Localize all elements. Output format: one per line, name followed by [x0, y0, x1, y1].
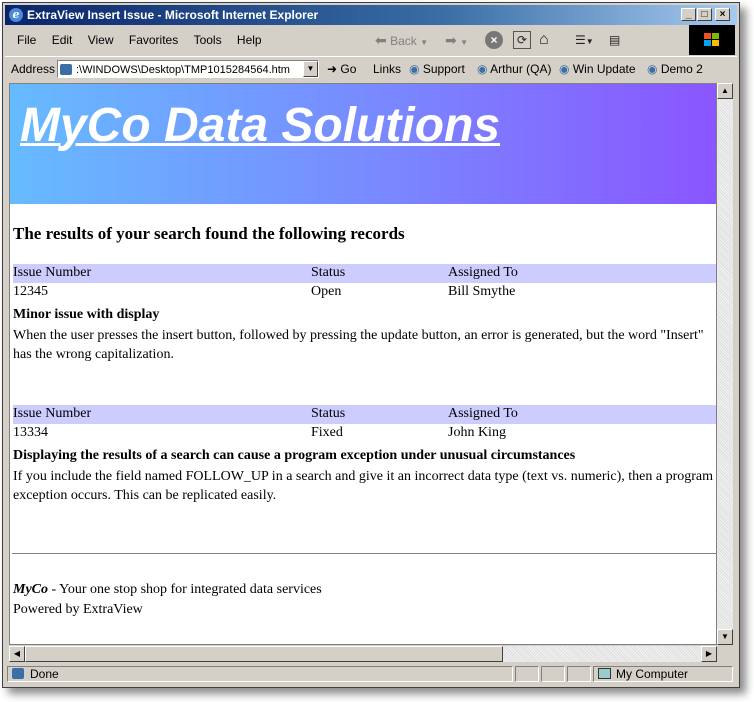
- print-icon[interactable]: ▤: [609, 33, 621, 47]
- column-status: Status: [311, 265, 346, 280]
- status-panel-empty: [567, 666, 591, 682]
- scroll-down-icon[interactable]: ▼: [717, 629, 733, 645]
- link-icon: ◉: [409, 62, 420, 76]
- address-label: Address: [11, 62, 56, 76]
- back-label: Back: [390, 34, 417, 48]
- windows-logo: [689, 25, 735, 55]
- footer-tagline-text: - Your one stop shop for integrated data services: [48, 582, 322, 597]
- issue-description: If you include the field named FOLLOW_UP in a search and give it an incorrect data type (text vs. numeric), then a program exception occurs. This can be replicated easily.: [13, 469, 714, 503]
- table-row: [13, 424, 717, 446]
- zone-panel: [593, 666, 733, 682]
- back-button[interactable]: [375, 31, 428, 49]
- scroll-up-icon[interactable]: ▲: [717, 83, 733, 99]
- link-demo-2[interactable]: ◉ Demo 2: [647, 62, 703, 76]
- title-bar[interactable]: [5, 5, 737, 25]
- issue-number: 12345: [13, 284, 48, 299]
- issue-title: Displaying the results of a search can cause a program exception under unusual circumstances: [13, 448, 576, 463]
- status-panel-empty: [541, 666, 565, 682]
- record-block: [13, 405, 717, 505]
- link-support[interactable]: ◉ Support: [409, 62, 465, 76]
- link-arthur[interactable]: ◉ Arthur (QA): [477, 62, 552, 76]
- address-input[interactable]: [57, 60, 319, 78]
- maximize-button[interactable]: □: [697, 8, 712, 21]
- column-issue-number: Issue Number: [13, 265, 92, 280]
- link-icon: ◉: [559, 62, 570, 76]
- address-dropdown-icon[interactable]: ▼: [303, 61, 318, 77]
- banner: [10, 84, 717, 204]
- divider: [12, 553, 717, 555]
- close-button[interactable]: ×: [715, 8, 730, 21]
- forward-dropdown-icon: ▼: [460, 38, 468, 47]
- scroll-left-icon[interactable]: ◀: [9, 646, 25, 662]
- issue-assigned: John King: [448, 425, 506, 440]
- browser-window: [2, 2, 740, 688]
- status-panel-empty: [515, 666, 539, 682]
- stop-icon[interactable]: ×: [485, 31, 503, 49]
- status-panel: [7, 666, 513, 682]
- links-label: Links: [373, 62, 402, 76]
- link-icon: ◉: [477, 62, 488, 76]
- footer-powered-by: Powered by ExtraView: [13, 602, 143, 617]
- forward-arrow-icon: ➡: [445, 32, 457, 48]
- column-assigned-to: Assigned To: [448, 406, 518, 421]
- menu-edit[interactable]: Edit: [51, 33, 73, 47]
- window-title: ExtraView Insert Issue - Microsoft Internet Explorer: [27, 8, 319, 22]
- ie-icon: e: [9, 8, 23, 22]
- footer-brand: MyCo: [13, 582, 48, 597]
- menu-tools[interactable]: Tools: [193, 33, 222, 47]
- status-text: Done: [30, 667, 59, 681]
- back-dropdown-icon: ▼: [420, 38, 429, 47]
- status-bar: [5, 664, 737, 684]
- issue-assigned: Bill Smythe: [448, 284, 516, 299]
- menu-file[interactable]: File: [17, 33, 37, 47]
- issue-description: When the user presses the insert button, followed by pressing the update button, an error is generated, but the word "Insert" has the wrong capitalization.: [13, 328, 704, 362]
- home-icon[interactable]: ⌂: [539, 31, 549, 48]
- table-header-row: [13, 405, 717, 424]
- brand-title[interactable]: MyCo Data Solutions: [20, 99, 501, 152]
- table-header-row: [13, 264, 717, 283]
- menu-bar: [5, 27, 365, 53]
- horizontal-scroll-thumb[interactable]: [25, 646, 503, 662]
- page-icon: [60, 64, 72, 75]
- footer-tagline: [13, 582, 322, 598]
- issue-number: 13334: [13, 425, 48, 440]
- vertical-scrollbar[interactable]: [717, 83, 733, 645]
- column-issue-number: Issue Number: [13, 406, 92, 421]
- minimize-button[interactable]: _: [681, 8, 696, 21]
- horizontal-scrollbar[interactable]: [9, 646, 717, 662]
- page-done-icon: [12, 668, 24, 679]
- scroll-right-icon[interactable]: ▶: [701, 646, 717, 662]
- link-win-update[interactable]: ◉ Win Update: [559, 62, 636, 76]
- back-arrow-icon: ⬅: [375, 32, 387, 48]
- computer-icon: [598, 668, 611, 679]
- results-heading: The results of your search found the following records: [13, 224, 405, 243]
- history-icon[interactable]: ☰▼: [575, 33, 594, 47]
- go-arrow-icon: ➜: [327, 62, 338, 76]
- issue-title: Minor issue with display: [13, 307, 160, 322]
- zone-text: My Computer: [616, 667, 689, 681]
- menu-help[interactable]: Help: [236, 33, 262, 47]
- column-status: Status: [311, 406, 346, 421]
- table-row: [13, 283, 717, 305]
- refresh-icon[interactable]: ⟳: [513, 31, 531, 49]
- go-button[interactable]: ➜ Go: [327, 62, 357, 76]
- issue-status: Open: [311, 284, 342, 299]
- link-icon: ◉: [647, 62, 658, 76]
- address-value: :\WINDOWS\Desktop\TMP1015284564.htm: [76, 64, 290, 76]
- forward-button[interactable]: [445, 31, 468, 49]
- address-bar: [5, 56, 737, 81]
- toolbar: [369, 27, 689, 53]
- record-block: [13, 264, 717, 364]
- windows-flag-icon: [704, 33, 720, 47]
- menu-view[interactable]: View: [87, 33, 114, 47]
- column-assigned-to: Assigned To: [448, 265, 518, 280]
- page-content: [9, 83, 717, 645]
- issue-status: Fixed: [311, 425, 343, 440]
- menu-favorites[interactable]: Favorites: [128, 33, 179, 47]
